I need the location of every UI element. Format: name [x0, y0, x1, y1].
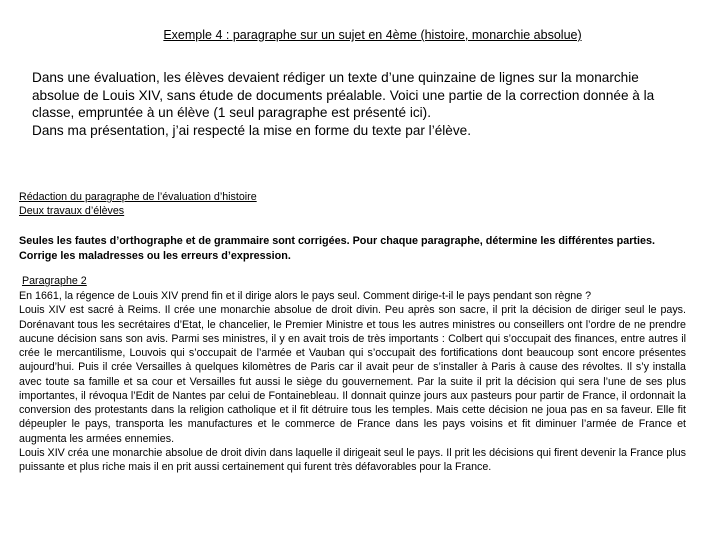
heading-student-works: Deux travaux d’élèves [19, 205, 125, 217]
paragraph-body: Louis XIV est sacré à Reims. Il crée une monarchie absolue de droit divin. Peu après son sacre, il prit la décision de diriger seul le pays. Dorénavant tous les secrétaires d’Etat, le chancelier, le Premier Ministre et tous les autres ministres ou conseillers ont l’ordre de ne prendre aucune décision sans son avis. Parmi ses ministres, il y en avait trois de très importants : Colbert qui s’occupait des finances, entre autres il crée le mercantilisme, Louvois qui s’occupait de l’armée et Vauban qui s’occupait des fortifications dont beaucoup sont encore présentes aujourd’hui. Puis il crée Versailles à quelques kilomètres de Paris car il avait peur de s’installer à Paris à cause des révoltes. Il s’y installa avec toute sa famille et sa cour et Versailles fut aussi le siège du gouvernement. Par la suite il prit la décision qui sera l’une de ses plus importantes, il révoqua l’Edit de Nantes par celui de Fontainebleau. Il donnait quinze jours aux pasteurs pour partir de France, il ordonnait la conversion des protestants dans la religion catholique et il fit détruire tous les temples. Mais cette décision ne joua pas en sa faveur. Elle fit dépeupler le pays, transporta les manufactures et le commerce de France dans les pays voisins et fit diminuer l’armée de France et augmenta les armées ennemies. [19, 304, 686, 445]
intro-note: Dans ma présentation, j’ai respecté la mise en forme du texte par l’élève. [32, 122, 471, 138]
intro-text [32, 69, 682, 139]
page-title: Exemple 4 : paragraphe sur un sujet en 4ème (histoire, monarchie absolue) [163, 28, 582, 42]
heading-evaluation: Rédaction du paragraphe de l’évaluation d’histoire [19, 191, 257, 203]
instructions: Seules les fautes d’orthographe et de grammaire sont corrigées. Pour chaque paragraphe, détermine les différentes parties. Corrige les maladresses ou les erreurs d’expression. [19, 235, 656, 262]
paragraph-label-wrapper [19, 275, 87, 288]
intro-paragraph: Dans une évaluation, les élèves devaient rédiger un texte d’une quinzaine de lignes sur la monarchie absolue de Louis XIV, sans étude de documents préalable. Voici une partie de la correction donnée à la classe, empruntée à un élève (1 seul paragraphe est présenté ici). [32, 70, 655, 120]
paragraph-label: Paragraphe 2 [21, 275, 87, 287]
section-headings [19, 190, 257, 218]
student-paragraph [19, 289, 686, 474]
paragraph-intro-line: En 1661, la régence de Louis XIV prend fin et il dirige alors le pays seul. Comment dirige-t-il le pays pendant son règne ? [19, 290, 592, 302]
paragraph-conclusion: Louis XIV créa une monarchie absolue de droit divin dans laquelle il dirigeait seul le pays. Il prit les décisions qui firent devenir la France plus puissante et plus riche mais il en prit aussi certainement qui furent très défavorables pour la France. [19, 446, 686, 473]
